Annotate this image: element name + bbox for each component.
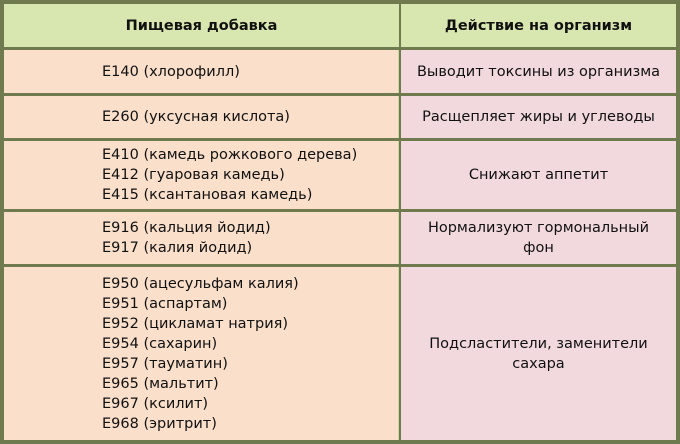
row-3-effect xyxy=(401,141,676,209)
effect-text: Снижают аппетит xyxy=(468,167,609,183)
additive-item: E967 (ксилит) xyxy=(102,395,209,412)
row-2-effect xyxy=(401,96,676,138)
effect-text: Расщепляет жиры и углеводы xyxy=(422,109,655,125)
effect-text: Подсластители, заменители xyxy=(429,335,648,352)
additive-item: E410 (камедь рожкового дерева) xyxy=(102,147,358,163)
row-1-additives xyxy=(4,50,399,93)
additive-item: E957 (тауматин) xyxy=(102,355,228,372)
additive-item: E260 (уксусная кислота) xyxy=(102,109,290,125)
additive-item: E412 (гуаровая камедь) xyxy=(102,167,285,183)
effect-text: фон xyxy=(523,240,554,256)
effect-text: сахара xyxy=(512,355,565,372)
additive-item: E950 (ацесульфам калия) xyxy=(102,275,299,292)
additive-item: E951 (аспартам) xyxy=(102,295,228,312)
header-effect: Действие на организм xyxy=(401,4,676,47)
row-4-additives xyxy=(4,212,399,264)
row-5-additives xyxy=(4,267,399,440)
row-2-additives xyxy=(4,96,399,138)
additive-item: E140 (хлорофилл) xyxy=(102,63,240,80)
row-4-effect xyxy=(401,212,676,264)
header-additive: Пищевая добавка xyxy=(4,4,399,47)
additive-item: E917 (калия йодид) xyxy=(102,240,253,256)
additive-item: E954 (сахарин) xyxy=(102,335,218,352)
row-1-effect xyxy=(401,50,676,93)
additive-item: E415 (ксантановая камедь) xyxy=(102,187,313,203)
additive-item: E965 (мальтит) xyxy=(102,375,219,392)
additive-item: E952 (цикламат натрия) xyxy=(102,315,289,332)
additive-item: E968 (эритрит) xyxy=(102,415,217,432)
row-3-additives xyxy=(4,141,399,209)
effect-text: Нормализуют гормональный xyxy=(427,220,650,236)
additive-item: E916 (кальция йодид) xyxy=(102,220,271,236)
effect-text: Выводит токсины из организма xyxy=(416,63,661,80)
row-5-effect xyxy=(401,267,676,440)
